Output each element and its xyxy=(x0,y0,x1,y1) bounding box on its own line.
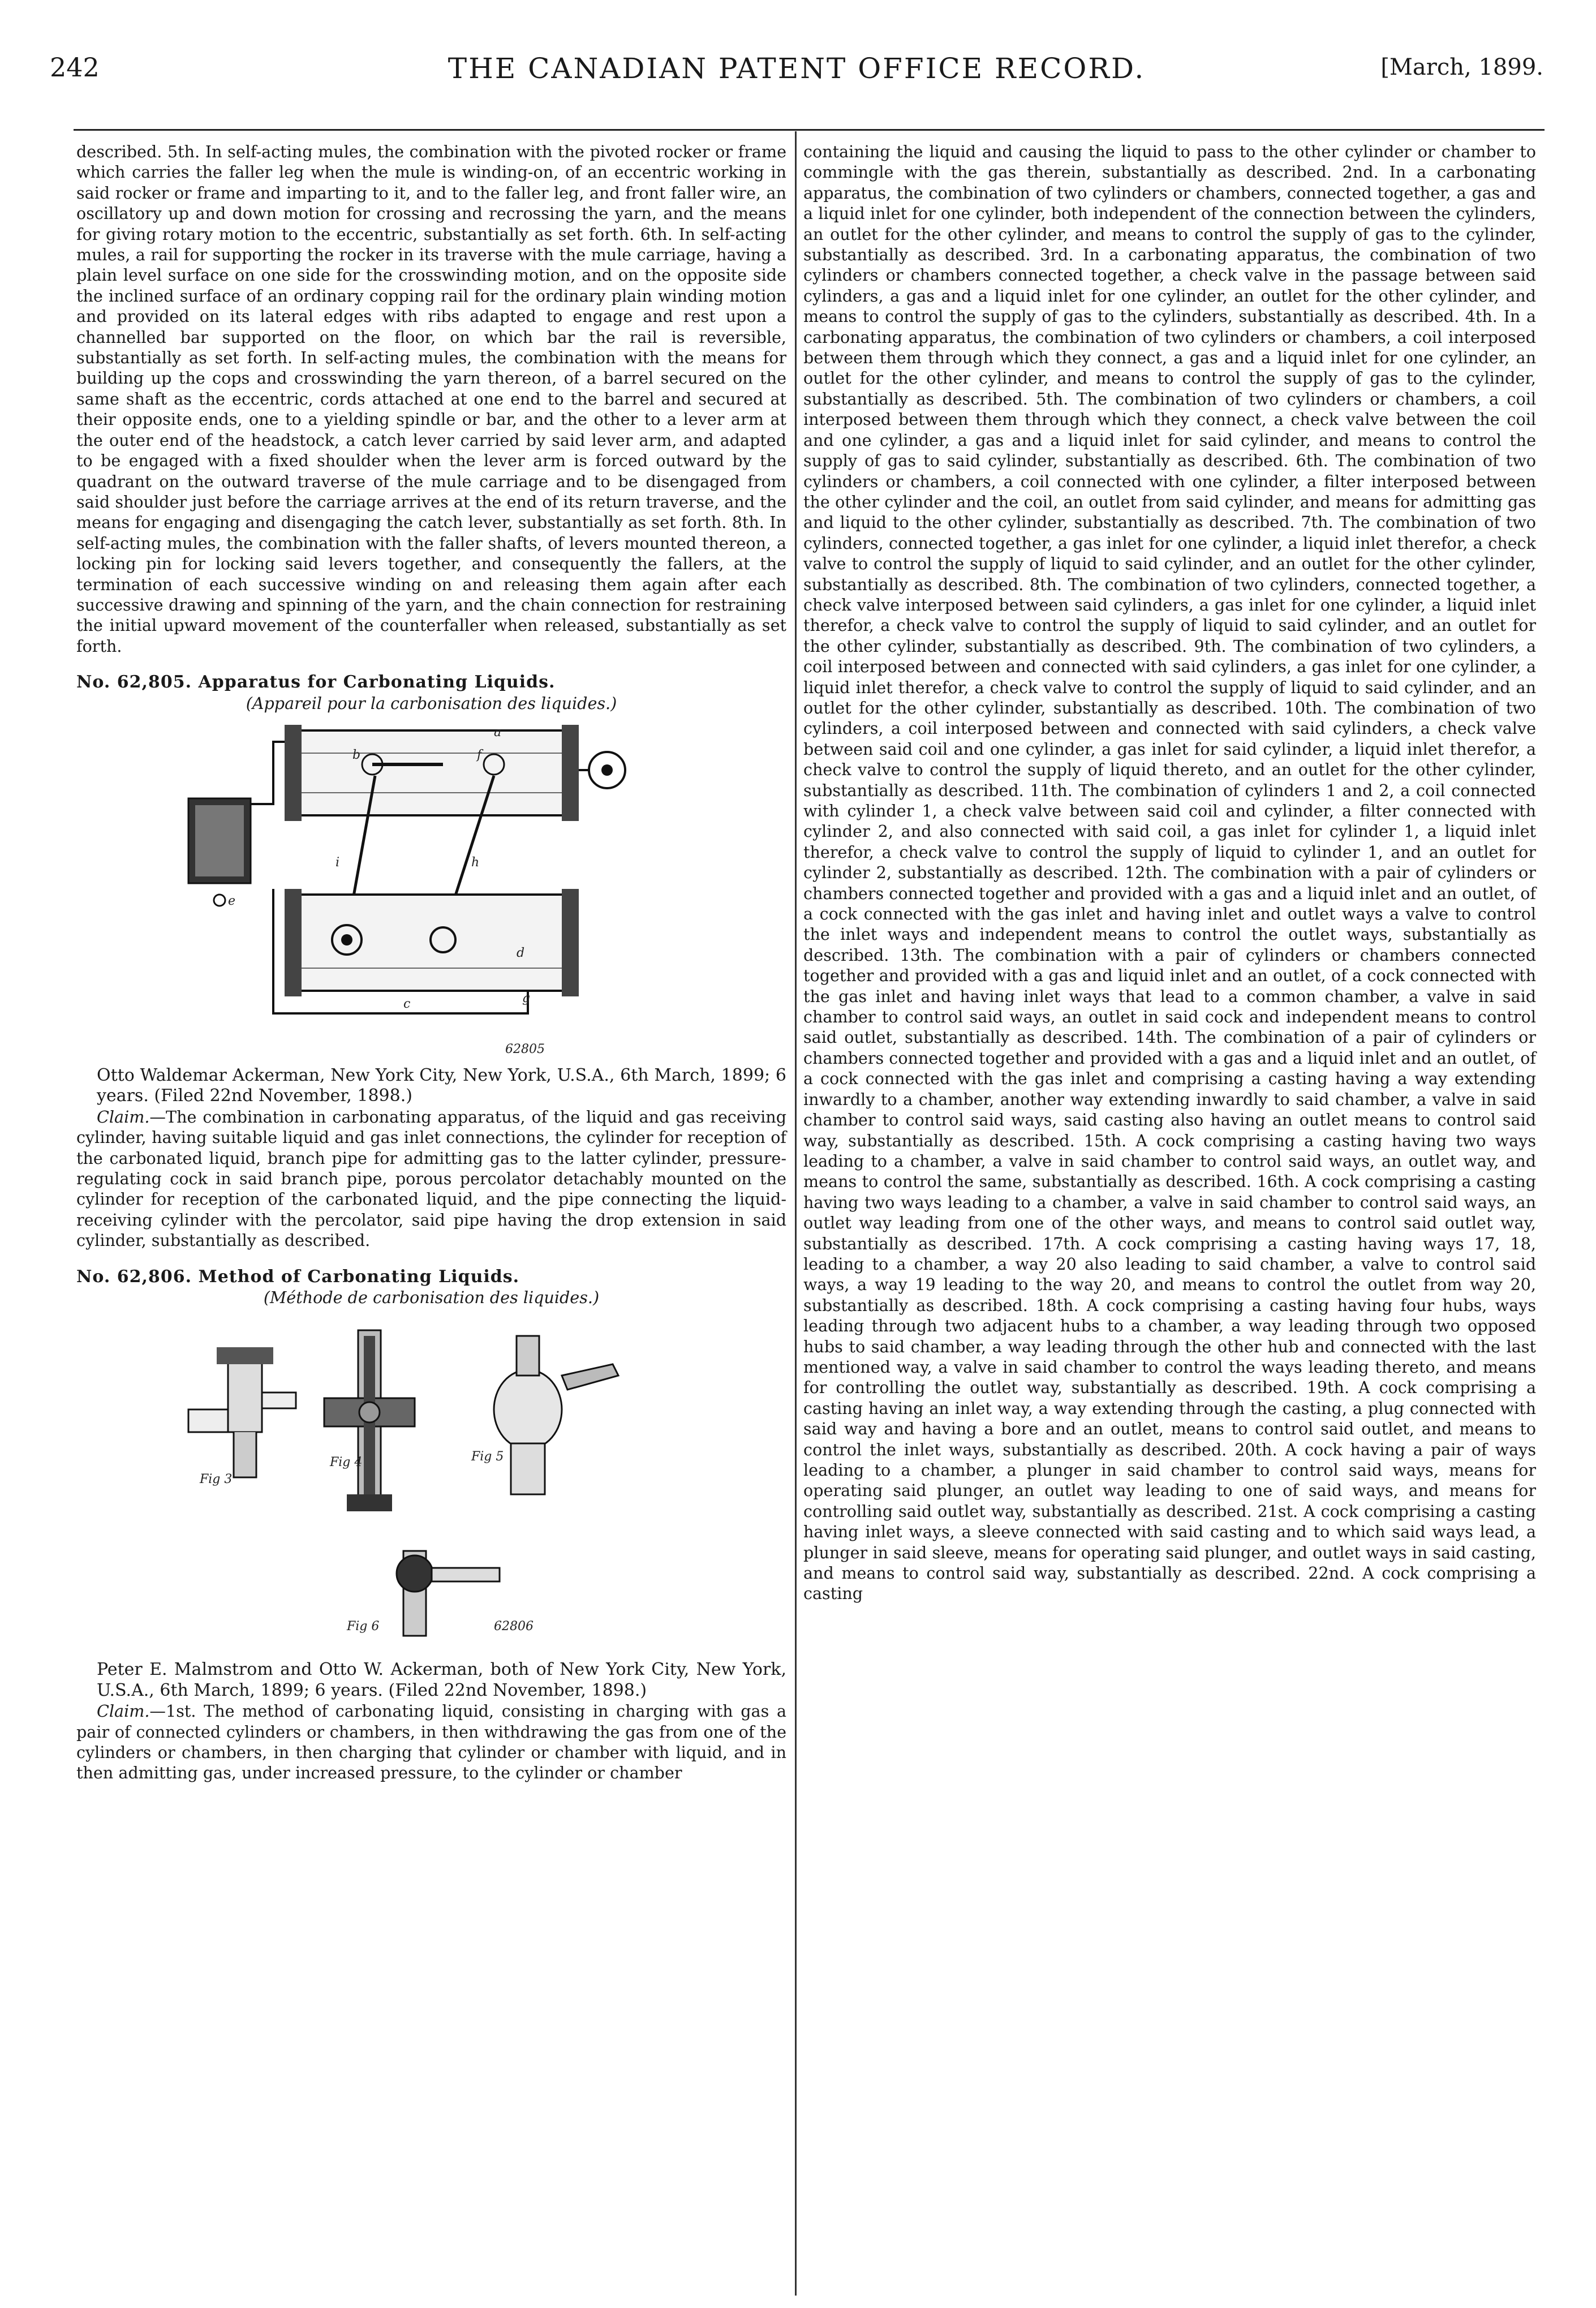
left-column xyxy=(76,141,786,1783)
patent-french-title: (Appareil pour la carbonisation des liquides.) xyxy=(246,693,617,713)
patent-number: No. 62,806. xyxy=(76,1266,192,1287)
inventor-62806: Peter E. Malmstrom and Otto W. Ackerman, both of New York City, New York, U.S.A., 6th March, 1899; 6 years. (Filed 22nd November, 1898.) xyxy=(97,1660,786,1700)
patent-heading-62806 xyxy=(76,1267,786,1287)
fig-5-drawing xyxy=(471,1336,618,1494)
fig-label-h: h xyxy=(471,855,479,870)
patent-heading-62805 xyxy=(76,672,786,693)
header-rule xyxy=(74,129,1545,131)
cock-valve-figure xyxy=(177,1313,686,1653)
carbonating-apparatus-figure xyxy=(177,719,686,1059)
fig-5-caption: Fig 5 xyxy=(471,1450,504,1464)
claim-label: Claim. xyxy=(97,1107,150,1127)
fig-label-g: g xyxy=(522,991,530,1005)
claim-text: —1st. The method of carbonating liquid, consisting in charging with gas a pair of connected cylinders or chambers, in then withdrawing the gas from one of the cylinders or chambers, in then charging that cylinder or chamber with liquid, and in then admitting gas, under increased pressure, to the cylinder or chamber xyxy=(76,1701,786,1783)
page-header xyxy=(50,52,1543,103)
fig-label-d: d xyxy=(516,945,524,960)
patent-number: No. 62,805. xyxy=(76,672,192,693)
fig-label-a: a xyxy=(493,725,501,740)
fig-6-caption: Fig 6 xyxy=(346,1619,379,1634)
upper-cylinder xyxy=(290,730,573,815)
claim-62805 xyxy=(76,1107,786,1251)
claim-text: —The combination in carbonating apparatus, of the liquid and gas receiving cylinder, having suitable liquid and gas inlet connections, the cylinder for reception of the carbonated liquid, branch pipe for admitting gas to the latter cylinder, pressure-regulating cock in said branch pipe, porous percolator detachably mounted on the cylinder for reception of the carbonated liquid, and the pipe connecting the liquid-receiving cylinder with the percolator, said pipe having the drop extension in said cylinder, substantially as described. xyxy=(76,1107,786,1250)
column-divider xyxy=(795,131,797,2296)
claim-label: Claim. xyxy=(97,1701,150,1721)
running-title: THE CANADIAN PATENT OFFICE RECORD. xyxy=(448,52,1146,85)
fig-4-drawing xyxy=(324,1330,415,1511)
fig-label-f: f xyxy=(476,747,481,762)
fig-3-caption: Fig 3 xyxy=(199,1472,232,1487)
fig-label-b: b xyxy=(352,747,360,762)
fig-label-c: c xyxy=(403,996,410,1011)
fig-label-i: i xyxy=(335,855,339,870)
claim-62806 xyxy=(76,1701,786,1783)
patent-title: Apparatus for Carbonating Liquids. xyxy=(198,672,556,693)
issue-date: [March, 1899. xyxy=(1380,54,1543,80)
fig-4-caption: Fig 4 xyxy=(329,1455,362,1470)
fig-6-drawing xyxy=(346,1551,534,1636)
continuation-text: described. 5th. In self-acting mules, the combination with the pivoted rocker or frame which carries the faller leg when the mule is winding-on, of an eccentric working in said rocker or frame and imparting to it, and to the faller leg, and front faller wire, an oscillatory up and down motion for crossing and recrossing the yarn, and the means for giving rotary motion to the eccentric, substantially as set forth. 6th. In self-acting mules, a rail for supporting the rocker in its traverse with the mule carriage, having a plain level surface on one side for the crosswinding motion, and on the opposite side the inclined surface of an ordinary copping rail for the ordinary plain winding motion and provided on its lateral edges with ribs adapted to engage and rest upon a channelled bar supported on the floor, on which bar the rail is reversible, substantially as set forth. In self-acting mules, the combination with the means for building up the cops and crosswinding the yarn thereon, of a barrel secured on the same shaft as the eccentric, cords attached at one end to the barrel and secured at their opposite ends, one to a yielding spindle or bar, and the other to a lever arm at the outer end of the headstock, a catch lever carried by said lever arm, and adapted to be engaged with a fixed shoulder when the lever arm is forced outward by the quadrant on the outward traverse of the mule carriage and to be disengaged from said shoulder just before the carriage arrives at the end of its return traverse, and the means for engaging and disengaging the catch lever, substantially as set forth. 8th. In self-acting mules, the combination with the faller shafts, of levers mounted thereon, a locking pin for locking said levers together, and consequently the fallers, at the termination of each successive winding on and releasing them again after each successive drawing and spinning of the yarn, and the chain connection for restraining the initial upward movement of the counterfaller when released, substantially as set forth. xyxy=(76,142,786,656)
right-column xyxy=(803,141,1536,1604)
fig-label-e: e xyxy=(227,893,235,908)
patent-french-title: (Méthode de carbonisation des liquides.) xyxy=(263,1288,600,1308)
inventor-62805: Otto Waldemar Ackerman, New York City, New York, U.S.A., 6th March, 1899; 6 years. (Filed 22nd November, 1898.) xyxy=(97,1065,786,1106)
figure-number-62806: 62806 xyxy=(493,1619,534,1634)
patent-title: Method of Carbonating Liquids. xyxy=(198,1266,520,1287)
figure-number-62805: 62805 xyxy=(505,1042,545,1056)
claims-continuation: containing the liquid and causing the liquid to pass to the other cylinder or chamber to commingle with the gas therein, substantially as described. 2nd. In a carbonating apparatus, the combination of two cylinders or chambers, connected together, a gas and a liquid inlet for one cylinder, both independent of the connection between the cylinders, an outlet for the other cylinder, and means to control the supply of gas to the cylinder, substantially as described. 3rd. In a carbonating apparatus, the combination of two cylinders or chambers connected together, a check valve in the passage between said cylinders, a gas and a liquid inlet for one cylinder, an outlet for the other cylinder, and means to control the supply of gas to the cylinders, substantially as described. 4th. In a carbonating apparatus, the combination of two cylinders or chambers, a coil interposed between them through which they connect, a gas and a liquid inlet for one cylinder, an outlet for the other cylinder, and means to control the supply of gas to the cylinder, substantially as described. 5th. The combination of two cylinders or chambers, a coil interposed between them through which they connect, a check valve between the coil and one cylinder, a gas and a liquid inlet for said cylinder, and means to control the supply of gas to said cylinder, substantially as described. 6th. The combination of two cylinders or chambers, a coil connected with one cylinder, a filter interposed between the other cylinder and the coil, an outlet from said cylinder, and means for admitting gas and liquid to the other cylinder, substantially as described. 7th. The combination of two cylinders, connected together, a gas inlet for one cylinder, a liquid inlet therefor, a check valve to control the supply of liquid to said cylinder, and an outlet for the other cylinder, substantially as described. 8th. The combination of two cylinders, connected together, a check valve interposed between said cylinders, a gas inlet for one cylinder, a liquid inlet therefor, a check valve to control the supply of liquid to said cylinder, and an outlet for the other cylinder, substantially as described. 9th. The combination of two cylinders, a coil interposed between and connected with said cylinders, a gas inlet for one cylinder, a liquid inlet therefor, a check valve to control the supply of liquid to said cylinder, and an outlet for the other cylinder, substantially as described. 10th. The combination of two cylinders, a coil interposed between and connected with said cylinders, a check valve between said coil and one cylinder, a gas inlet for said cylinder, a liquid inlet therefor, a check valve to control the supply of liquid thereto, and an outlet for the other cylinder, substantially as described. 11th. The combination of cylinders 1 and 2, a coil connected with cylinder 1, a check valve between said coil and cylinder, a filter connected with cylinder 2, and also connected with said coil, a gas inlet for cylinder 1, a liquid inlet therefor, a check valve to control the supply of liquid to cylinder 1, and an outlet for cylinder 2, substantially as described. 12th. The combination with a pair of cylinders or chambers connected together and provided with a gas and a liquid inlet and an outlet, of a cock connected with the gas inlet and having inlet and outlet ways a valve to control the inlet ways and independent means to control the outlet ways, substantially as described. 13th. The combination with a pair of cylinders or chambers connected together and provided with a gas and liquid inlet and an outlet, of a cock connected with the gas inlet and having inlet ways that lead to a common chamber, a valve in said chamber to control said ways, an outlet in said cock and independent means to control said outlet, substantially as described. 14th. The combination of a pair of cylinders or chambers connected together and provided with a gas and a liquid inlet and an outlet, of a cock connected with the gas inlet and comprising a casting having a way extending inwardly to a chamber, another way extending inwardly to said chamber, a valve in said chamber to control said ways, said casting also having an outlet means to control said way, substantially as described. 15th. A cock comprising a casting having two ways leading to a chamber, a valve in said chamber to control said ways, an outlet way, and means to control the same, substantially as described. 16th. A cock comprising a casting having two ways leading to a chamber, a valve in said chamber to control said ways, an outlet way leading from one of the other ways, and means to control said outlet way, substantially as described. 17th. A cock comprising a casting having ways 17, 18, leading to a chamber, a way 20 also leading to said chamber, a valve to control said ways, a way 19 leading to the way 20, and means to control the outlet from way 20, substantially as described. 18th. A cock comprising a casting having four hubs, ways leading through two adjacent hubs to a chamber, a way leading through two opposed hubs to said chamber, a way leading through the other hub and connected with the last mentioned way, a valve in said chamber to control the ways leading thereto, and means for controlling the outlet way, substantially as described. 19th. A cock comprising a casting having an inlet way, a way extending through the casting, a plug connected with said way and having a bore and an outlet, means to control said outlet, and means to control the inlet ways, substantially as described. 20th. A cock having a pair of ways leading to a chamber, a plunger in said chamber to control said ways, means for operating said plunger, an outlet way leading to one of said ways, and means for controlling said outlet way, substantially as described. 21st. A cock comprising a casting having inlet ways, a sleeve connected with said casting and to which said ways lead, a plunger in said sleeve, means for operating said plunger, and outlet ways in said casting, and means to control said way, substantially as described. 22nd. A cock comprising a casting xyxy=(803,142,1536,1604)
fig-3-drawing xyxy=(188,1347,296,1486)
page-number: 242 xyxy=(50,52,100,83)
